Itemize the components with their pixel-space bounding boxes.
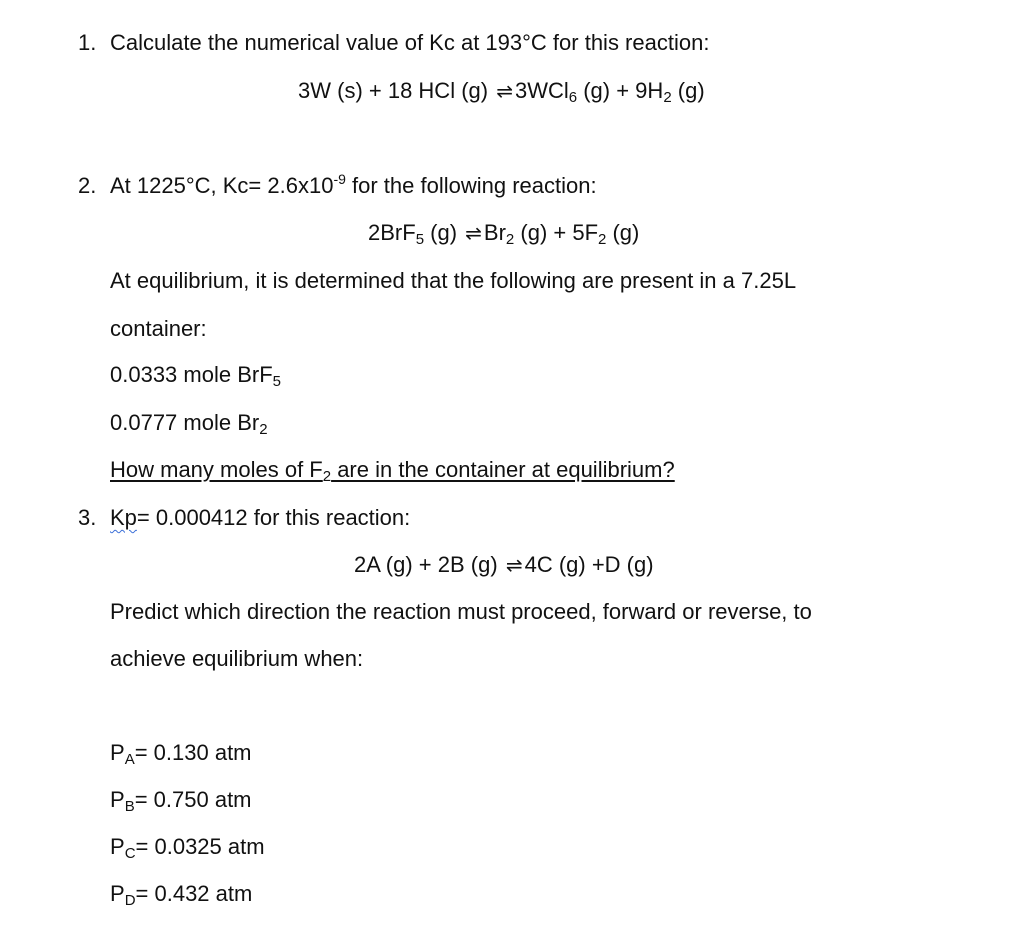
equation-rhs-part: (g) + 5F [514, 220, 599, 245]
question-2-item-brf5 [110, 362, 281, 390]
subscript: 6 [568, 89, 578, 106]
equation-lhs: 2A (g) + 2B (g) [354, 552, 498, 577]
pressure-d [110, 881, 253, 909]
pressure-symbol: P [110, 787, 125, 812]
question-3-number: 3. [78, 505, 97, 530]
pressure-value: = 0.0325 atm [135, 834, 265, 859]
pressure-symbol: P [110, 881, 125, 906]
equation-rhs-part: (g) + 9H [577, 78, 664, 103]
pressure-symbol: P [110, 740, 125, 765]
question-2-text-line-1: At equilibrium, it is determined that the following are present in a 7.25L [110, 268, 797, 293]
subscript: D [124, 892, 136, 909]
pressure-c [110, 834, 265, 862]
prompt-text: = 0.000412 for this reaction: [136, 505, 411, 530]
subscript: 5 [415, 231, 425, 248]
pressure-value: = 0.750 atm [134, 787, 252, 812]
equation-lhs: 3W (s) + 18 HCl (g) [298, 78, 489, 103]
question-3-text-line-1: Predict which direction the reaction must proceed, forward or reverse, to [110, 599, 812, 624]
question-3-prompt [110, 507, 410, 529]
question-3-equation [354, 554, 654, 576]
subscript: 2 [663, 89, 672, 106]
subscript: B [124, 798, 135, 815]
equation-rhs-part: (g) [671, 78, 705, 103]
question-1-number: 1. [78, 30, 97, 55]
question-2-number: 2. [78, 173, 97, 198]
equation-lhs-part: 2BrF [368, 220, 416, 245]
subscript: 5 [272, 373, 281, 390]
question-1-equation [298, 78, 705, 106]
subscript: 2 [259, 421, 268, 438]
equation-rhs: 4C (g) +D (g) [524, 552, 654, 577]
equilibrium-arrow-icon: ⇌ [465, 221, 482, 245]
equation-rhs-part: Br [483, 220, 506, 245]
kp-label: Kp [110, 505, 137, 530]
prompt-part: for the following reaction: [345, 173, 597, 198]
question-2-prompt [110, 171, 597, 198]
question-text: How many moles of F [110, 457, 323, 482]
question-1-prompt: Calculate the numerical value of Kc at 193°C for this reaction: [110, 30, 710, 55]
question-2-equation [368, 220, 640, 248]
pressure-value: = 0.130 atm [134, 740, 252, 765]
question-2-item-br2 [110, 410, 268, 438]
question-2-question [110, 457, 675, 485]
subscript: 2 [322, 468, 332, 485]
question-3-text-line-2: achieve equilibrium when: [110, 646, 364, 671]
subscript: C [124, 845, 136, 862]
subscript: 2 [505, 231, 515, 248]
pressure-b [110, 787, 252, 815]
equilibrium-arrow-icon: ⇌ [496, 79, 513, 103]
superscript: -9 [333, 171, 346, 187]
equation-rhs-part: (g) [606, 220, 640, 245]
pressure-a [110, 740, 252, 768]
equation-lhs-part: (g) [424, 220, 458, 245]
question-text: are in the container at equilibrium? [331, 457, 675, 482]
prompt-part: At 1225°C, Kc= 2.6x10 [110, 173, 334, 198]
equilibrium-arrow-icon: ⇌ [505, 553, 523, 577]
item-text: 0.0333 mole BrF [110, 362, 273, 387]
subscript: 2 [598, 231, 607, 248]
question-2-text-line-2: container: [110, 316, 207, 341]
pressure-value: = 0.432 atm [135, 881, 253, 906]
equation-rhs-part: 3WCl [514, 78, 569, 103]
pressure-symbol: P [110, 834, 125, 859]
item-text: 0.0777 mole Br [110, 410, 260, 435]
subscript: A [124, 751, 135, 768]
